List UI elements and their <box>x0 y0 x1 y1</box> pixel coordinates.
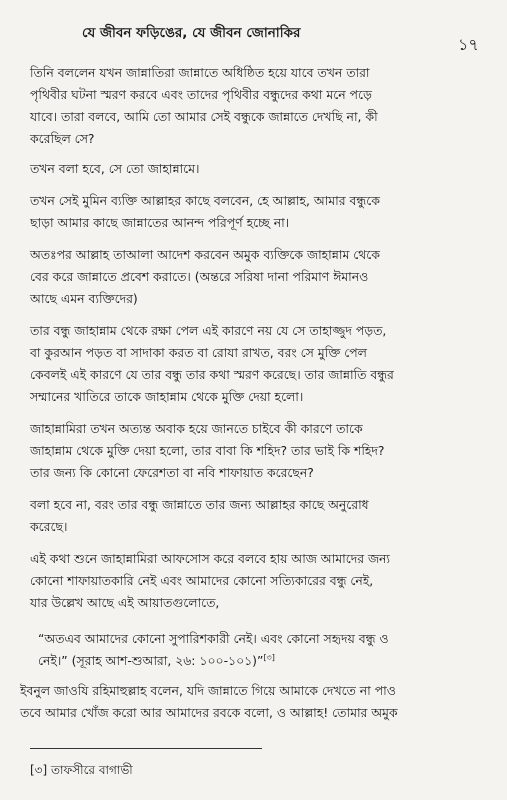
text-line: তখন বলা হবে, সে তো জাহান্নামে। <box>30 161 200 176</box>
quote-line: “অতএব আমাদের কোনো সুপারিশকারী নেই। এবং কোনো সহৃদয় বন্ধু ও <box>38 631 389 646</box>
text-line: এই কথা শুনে জাহান্নামিরা আফসোস করে বলবে হায় আজ আমাদের জন্য <box>30 551 391 566</box>
running-header-title: যে জীবন ফড়িঙের, যে জীবন জোনাকির <box>82 25 301 41</box>
text-line: করেছে। <box>30 519 68 534</box>
running-header <box>0 22 507 54</box>
text-line: যাবে। তারা বলবে, আমি তো আমার সেই বন্ধুকে জান্নাতে দেখছি না, কী <box>30 109 378 124</box>
quote-text: নেই।” (সূরাহ আশ-শুআরা, ২৬: ১০০-১০১)” <box>38 653 264 668</box>
text-line: তার জন্য কি কোনো ফেরেশতা বা নবি শাফায়াত করেছেন? <box>30 465 314 480</box>
footnote-divider <box>30 748 262 749</box>
text-line: করেছিল সে? <box>30 131 95 146</box>
text-line: বলা হবে না, বরং তার বন্ধু জান্নাতে তার জন্য আল্লাহর কাছে অনুরোধ <box>30 497 369 512</box>
text-line: অতঃপর আল্লাহ তাআলা আদেশ করবেন অমুক ব্যক্তিকে জাহান্নাম থেকে <box>30 247 380 262</box>
text-line: সম্মানের খাতিরে তাকে জাহান্নাম থেকে মুক্তি দেয়া হলো। <box>30 389 304 404</box>
footnote-reference: [৩] <box>263 652 275 662</box>
quote-line <box>38 650 275 672</box>
text-line: জাহান্নাম থেকে মুক্তি দেয়া হলো, তার বাবা কি শহিদ? তার ভাই কি শহিদ? <box>30 443 385 458</box>
text-line: তখন সেই মুমিন ব্যক্তি আল্লাহর কাছে বলবেন, হে আল্লাহ, আমার বন্ধুকে <box>30 193 380 208</box>
text-line: পৃথিবীর ঘটনা স্মরণ করবে এবং তাদের পৃথিবীর বন্ধুদের কথা মনে পড়ে <box>30 87 372 102</box>
text-line: ইবনুল জাওযি রহিমাহুল্লাহ বলেন, যদি জান্নাতে গিয়ে আমাকে দেখতে না পাও <box>20 683 396 698</box>
page-number: ১৭ <box>458 35 479 54</box>
text-line: জাহান্নামিরা তখন অত্যন্ত অবাক হয়ে জানতে চাইবে কী কারণে তাকে <box>30 421 363 436</box>
text-line: তার বন্ধু জাহান্নাম থেকে রক্ষা পেল এই কারণে নয় যে সে তাহাজ্জুদ পড়ত, <box>30 323 387 338</box>
text-line: কেবলই এই কারণে যে তার বন্ধু তার কথা স্মরণ করেছে। তার জান্নাতি বন্ধুর <box>30 367 394 382</box>
text-line: বের করে জান্নাতে প্রবেশ করাতে। (অন্তরে সরিষা দানা পরিমাণ ঈমানও <box>30 269 369 284</box>
text-line: আছে এমন ব্যক্তিদের) <box>30 291 138 306</box>
text-line: তবে আমার খোঁজ করো আর আমাদের রবকে বলো, ও আল্লাহ! তোমার অমুক <box>20 705 398 720</box>
text-line: তিনি বললেন যখন জান্নাতিরা জান্নাতে অধিষ্ঠিত হয়ে যাবে তখন তারা <box>30 65 370 80</box>
text-line: বা কুরআন পড়ত বা সাদাকা করত বা রোযা রাখত, বরং সে মুক্তি পেল <box>30 345 367 360</box>
text-line: কোনো শাফায়াতকারি নেই এবং আমাদের কোনো সত্যিকারের বন্ধু নেই, <box>30 573 374 588</box>
text-line: ছাড়া আমার কাছে জান্নাতের আনন্দ পরিপূর্ণ হচ্ছে না। <box>30 215 290 230</box>
text-line: যার উল্লেখ আছে এই আয়াতগুলোতে, <box>30 595 220 610</box>
footnote: [৩] তাফসীরে বাগাভী <box>30 763 133 777</box>
